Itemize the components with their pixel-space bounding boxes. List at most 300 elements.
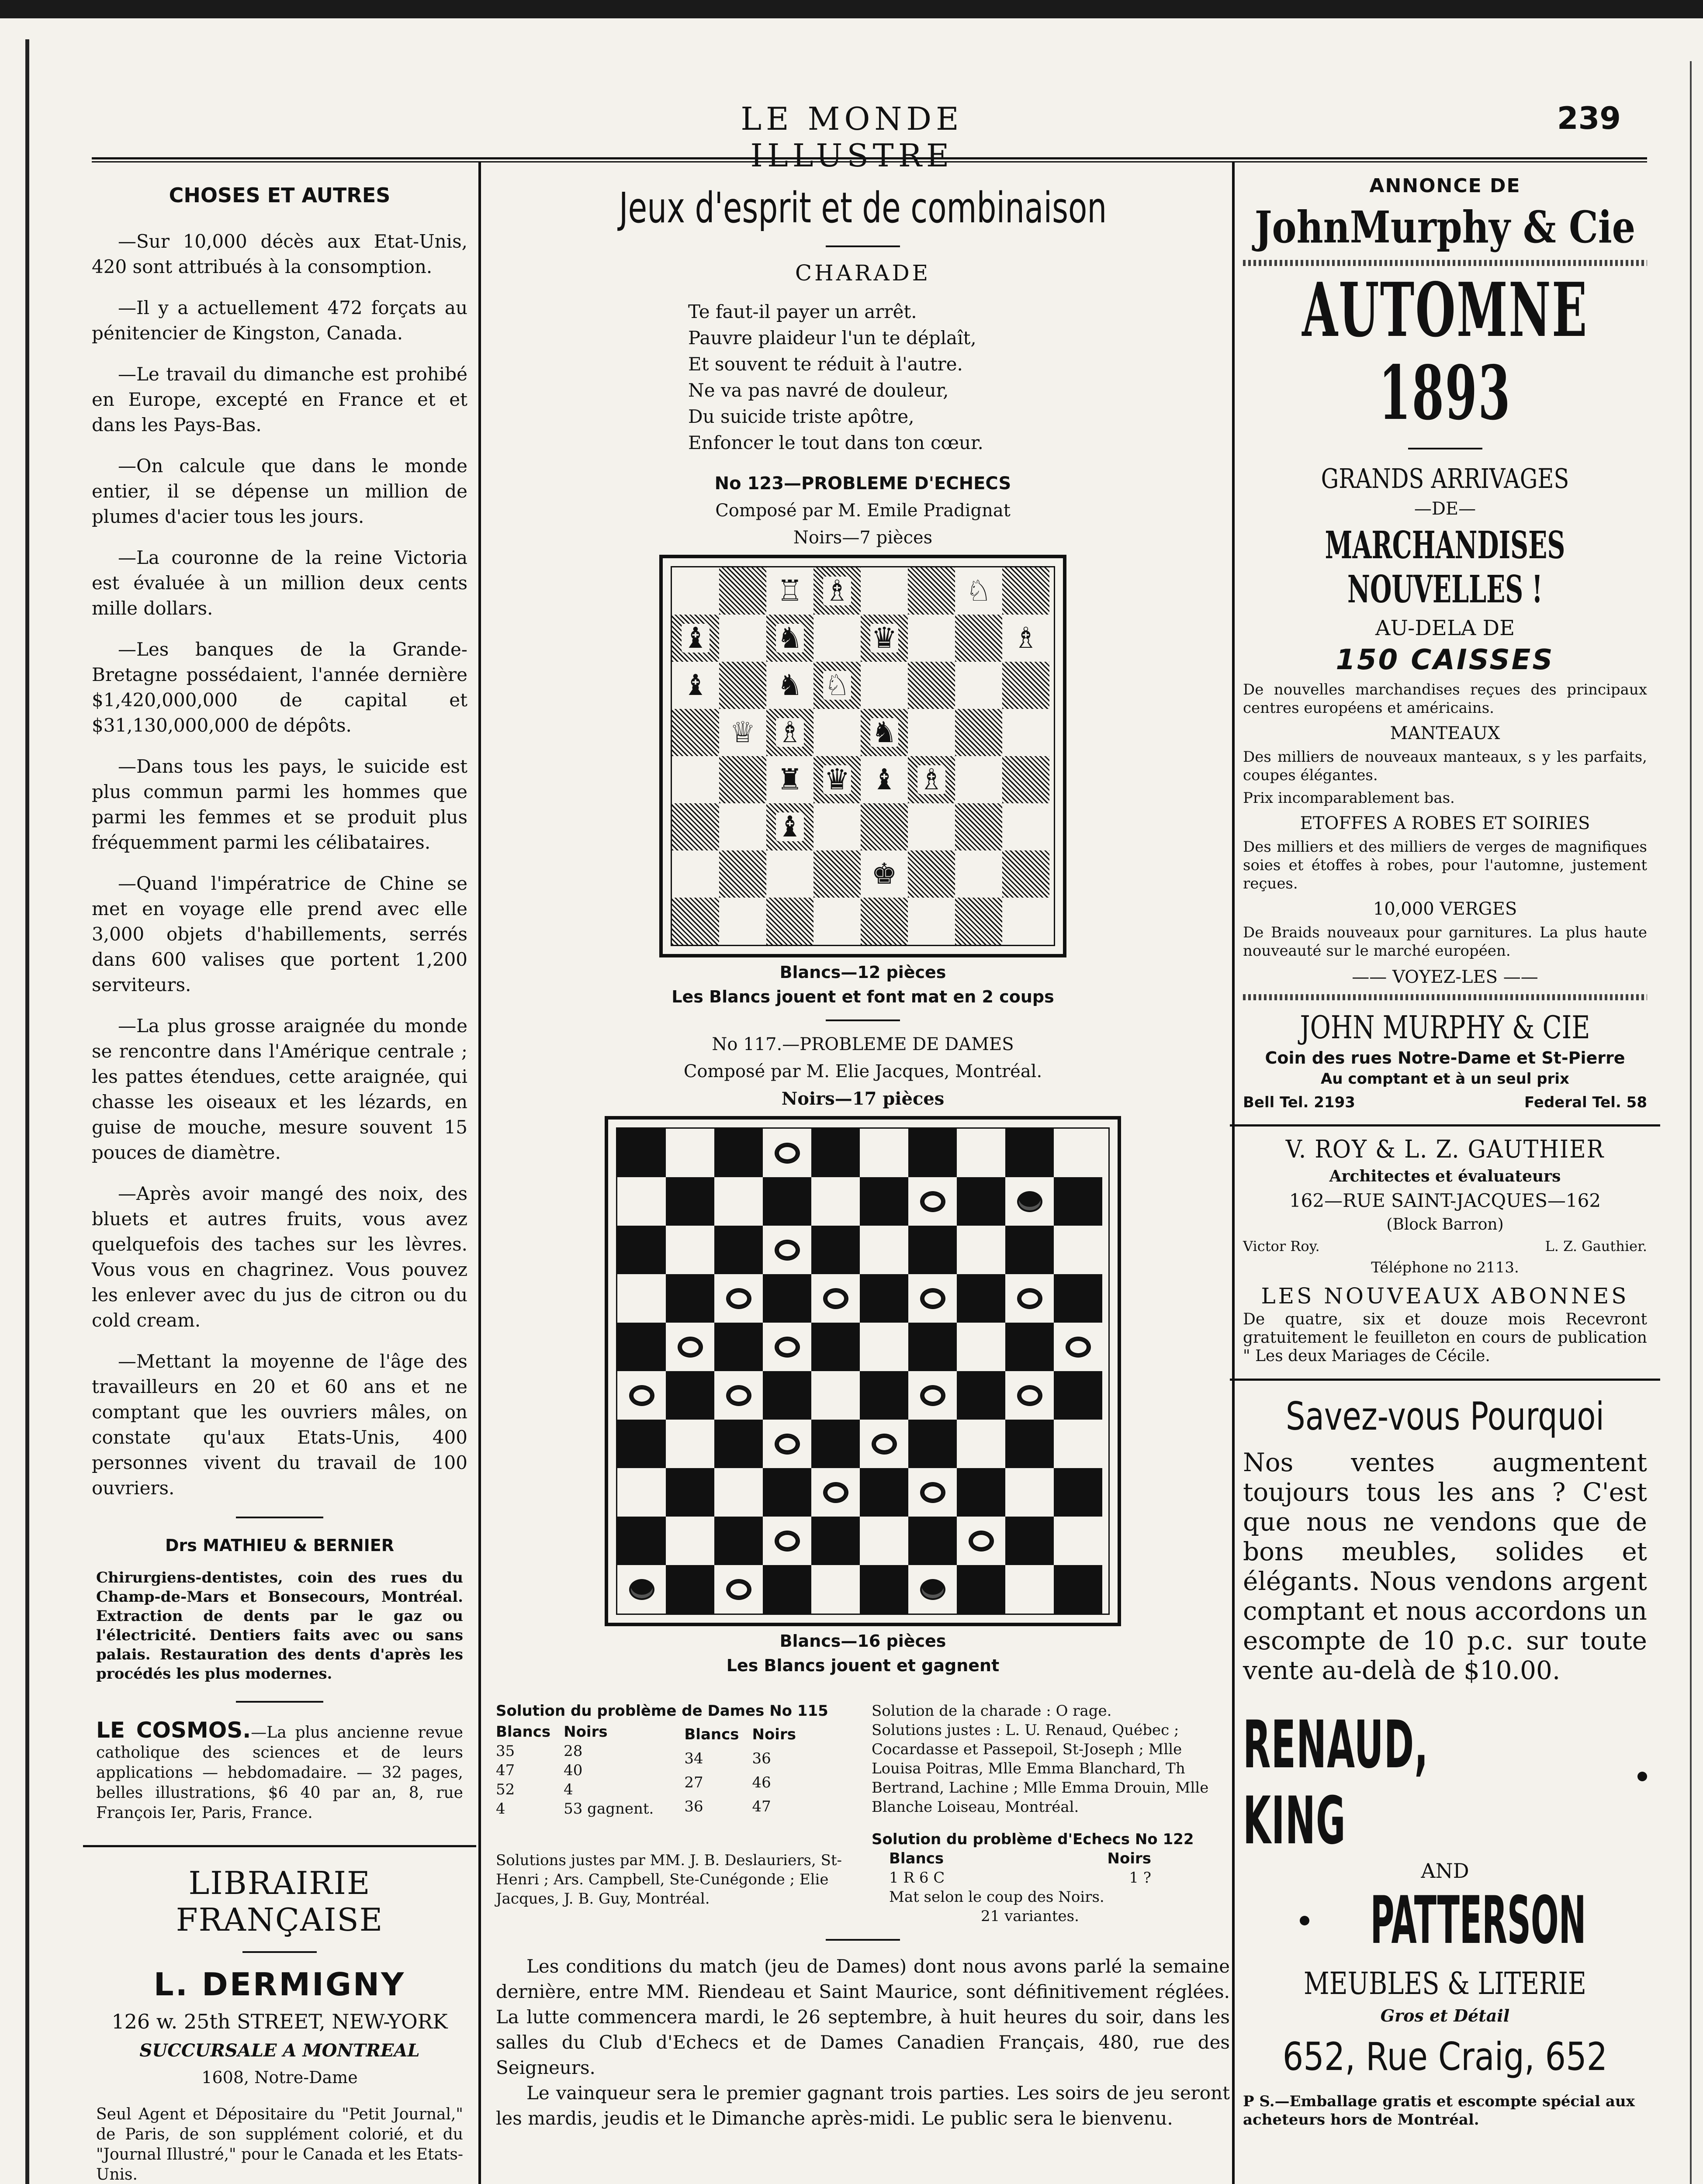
- chess-square: [861, 898, 908, 945]
- bell-phone: Bell Tel. 2193: [1243, 1094, 1355, 1111]
- ad-etoffes-text: Des milliers et des milliers de verges de magnifiques soies et étoffes à robes, pour l'automne, justement reçues.: [1243, 838, 1647, 892]
- dentist-ad-text: Chirurgiens-dentistes, coin des rues du Champ-de-Mars et Bonsecours, Montréal. Extraction de dents par le gaz ou l'électricité. Dentiers faits avec ou sans palais. Restauration des dents d'après les procédés les plus modernes.: [96, 1569, 463, 1683]
- chess-square: [861, 662, 908, 709]
- checkers-square: [1005, 1274, 1054, 1323]
- checkers-square: [811, 1226, 860, 1274]
- chess-piece: ♝: [682, 621, 709, 655]
- chess-square: [908, 662, 955, 709]
- chess-square: [813, 567, 861, 615]
- ad-caisses: 150 CAISSES: [1336, 644, 1554, 676]
- roy-address: 162—RUE SAINT-JACQUES—162: [1289, 1190, 1601, 1211]
- checkers-square: [1054, 1565, 1102, 1614]
- checkers-square: [666, 1226, 714, 1274]
- chess-piece: ♞: [777, 621, 803, 655]
- checkers-instruction: Les Blancs jouent et gagnent: [726, 1656, 1000, 1675]
- chess-square: [719, 756, 766, 803]
- chess-piece: ♛: [824, 763, 850, 796]
- checkers-square: [666, 1177, 714, 1226]
- checkers-square: [617, 1129, 666, 1177]
- ad-john-murphy-footer: JOHN MURPHY & CIE: [1300, 1009, 1590, 1046]
- library-branch-address: 1608, Notre-Dame: [201, 2068, 358, 2087]
- white-checker: [823, 1288, 848, 1309]
- checkers-black-count: Noirs—17 pièces: [781, 1089, 945, 1109]
- checkers-square: [811, 1323, 860, 1371]
- checkers-square: [666, 1323, 714, 1371]
- chess-square: [813, 898, 861, 945]
- checkers-square: [1005, 1420, 1054, 1468]
- chess-square: [955, 709, 1002, 756]
- short-rule: [826, 1939, 900, 1941]
- checkers-square: [1005, 1468, 1054, 1517]
- checkers-square: [617, 1177, 666, 1226]
- chess-square: [766, 615, 813, 662]
- checkers-square: [763, 1226, 811, 1274]
- chess-square: [719, 898, 766, 945]
- chess-square: [1002, 567, 1049, 615]
- chess-square: [861, 756, 908, 803]
- meubles-literie: MEUBLES & LITERIE: [1304, 1966, 1586, 2001]
- chess-black-count: Noirs—7 pièces: [793, 528, 933, 548]
- checkers-square: [1005, 1129, 1054, 1177]
- checkers-square: [666, 1517, 714, 1565]
- chess-square: [719, 803, 766, 850]
- chess-square: [908, 756, 955, 803]
- match-notice-p2: Le vainqueur sera le premier gagnant trois parties. Les soirs de jeu seront les mardis, jeudis et le Dimanche après-midi. Le public sera le bienvenu.: [496, 2082, 1230, 2129]
- chess-square: [766, 898, 813, 945]
- chess-piece: ♞: [871, 715, 897, 749]
- ad-verges: 10,000 VERGES: [1373, 899, 1517, 919]
- ornament-divider: [236, 1701, 323, 1703]
- cosmos-ad: [96, 1717, 463, 1823]
- chess-square: [813, 850, 861, 898]
- dames-solvers: Solutions justes par MM. J. B. Deslauriers, St-Henri ; Ars. Campbell, Ste-Cunégonde ; Elie Jacques, J. B. Guy, Montréal.: [496, 1852, 842, 1908]
- checkers-square: [763, 1371, 811, 1420]
- charade-solution: Solution de la charade : O rage.: [872, 1702, 1112, 1720]
- checkers-square: [617, 1565, 666, 1614]
- chess-square: [672, 567, 719, 615]
- chess-square: [1002, 709, 1049, 756]
- chess-square: [1002, 898, 1049, 945]
- page-right-edge: [1690, 61, 1692, 2184]
- charade-heading: CHARADE: [795, 260, 931, 286]
- checkers-square: [1054, 1468, 1102, 1517]
- checkers-square: [860, 1420, 908, 1468]
- wavy-rule: [1243, 260, 1647, 266]
- white-checker: [726, 1385, 751, 1406]
- chess-square: [1002, 756, 1049, 803]
- wavy-rule: [1243, 994, 1647, 1000]
- checkers-problem-heading: No 117.—PROBLEME DE DAMES: [712, 1034, 1014, 1054]
- chess-piece: ♝: [777, 810, 803, 843]
- checkers-square: [811, 1371, 860, 1420]
- column-divider-2: [1232, 162, 1235, 2184]
- section-heading: CHOSES ET AUTRES: [169, 183, 391, 207]
- white-checker: [726, 1288, 751, 1309]
- checkers-board: [605, 1116, 1121, 1626]
- checkers-square: [957, 1371, 1005, 1420]
- chess-solution-move: 1 R 6 C 1 ?: [889, 1869, 1151, 1887]
- chess-square: [672, 850, 719, 898]
- checkers-square: [763, 1468, 811, 1517]
- savez-vous-title: Savez-vous Pourquoi: [1286, 1394, 1604, 1439]
- checkers-square: [714, 1468, 763, 1517]
- chess-piece: ♗: [824, 574, 850, 608]
- ad-au-dela: AU-DELA DE: [1375, 616, 1515, 640]
- chess-square: [719, 615, 766, 662]
- move-cell: 34: [684, 1749, 703, 1767]
- chess-square: [955, 615, 1002, 662]
- chess-square: [955, 850, 1002, 898]
- checkers-square: [617, 1323, 666, 1371]
- newspaper-title: LE MONDE ILLUSTRE: [741, 100, 963, 174]
- checkers-square: [860, 1129, 908, 1177]
- checkers-square: [1054, 1129, 1102, 1177]
- news-paragraph: —Sur 10,000 décès aux Etat-Unis, 420 sont attribués à la consomption.: [92, 231, 467, 277]
- section-rule: [83, 1845, 476, 1847]
- checkers-square: [666, 1129, 714, 1177]
- roy-names: Victor Roy. L. Z. Gauthier.: [1243, 1238, 1647, 1254]
- chess-square: [813, 615, 861, 662]
- postscript: P S.—Emballage gratis et escompte spécial aux acheteurs hors de Montréal.: [1243, 2093, 1635, 2129]
- chess-piece: ♗: [918, 763, 945, 796]
- ad-announce: ANNONCE DE: [1369, 175, 1521, 197]
- bullet-icon: [1637, 1772, 1647, 1781]
- chess-square: [813, 662, 861, 709]
- chess-square: [955, 567, 1002, 615]
- checkers-square: [1054, 1274, 1102, 1323]
- checkers-square: [860, 1323, 908, 1371]
- checkers-square: [860, 1274, 908, 1323]
- chess-square: [766, 567, 813, 615]
- gros-et-detail: Gros et Détail: [1380, 2006, 1510, 2025]
- white-checker: [1066, 1337, 1091, 1358]
- chess-piece: ♛: [871, 621, 897, 655]
- short-rule: [242, 1951, 317, 1953]
- ad-manteaux-prix: Prix incomparablement bas.: [1243, 789, 1455, 807]
- library-title: LIBRAIRIE FRANÇAISE: [176, 1865, 384, 1938]
- match-notice: [496, 1954, 1230, 2131]
- checkers-square: [860, 1371, 908, 1420]
- chess-square: [719, 709, 766, 756]
- chess-square: [908, 850, 955, 898]
- move-cell: 36: [684, 1797, 703, 1815]
- dames-solution-moves: [496, 1721, 854, 1820]
- news-paragraph: —Quand l'impératrice de Chine se met en voyage elle prend avec elle 3,000 objets d'habillements, serrés dans 600 valises que portent 1,200 serviteurs.: [92, 873, 467, 995]
- news-paragraph: —Dans tous les pays, le suicide est plus commun parmi les hommes que parmi les femmes et se produit plus fréquemment parmi les célibataires.: [92, 756, 467, 853]
- checkers-square: [811, 1129, 860, 1177]
- chess-square: [672, 803, 719, 850]
- column-choses-et-autres: [92, 175, 467, 2184]
- chess-square: [1002, 803, 1049, 850]
- white-checker: [775, 1143, 800, 1164]
- checkers-square: [1005, 1371, 1054, 1420]
- page-number: 239: [1557, 100, 1621, 136]
- checkers-square: [1054, 1177, 1102, 1226]
- bullet-icon: [1300, 1916, 1309, 1925]
- checkers-square: [1005, 1323, 1054, 1371]
- nouveaux-abonnes-heading: LES NOUVEAUX ABONNES: [1261, 1283, 1629, 1309]
- roy-block: (Block Barron): [1386, 1216, 1504, 1234]
- library-owner: L. DERMIGNY: [153, 1966, 406, 2003]
- ad-coin-rues: Coin des rues Notre-Dame et St-Pierre: [1265, 1048, 1625, 1068]
- ad-brand-john-murphy: JohnMurphy & Cie: [1254, 201, 1636, 253]
- chess-square: [861, 850, 908, 898]
- ad-manteaux-text: Des milliers de nouveaux manteaux, s y les parfaits, coupes élégantes.: [1243, 748, 1647, 784]
- section-rule: [1230, 1124, 1660, 1127]
- move-row: [684, 1746, 809, 1770]
- checkers-square: [666, 1274, 714, 1323]
- white-checker: [726, 1579, 751, 1600]
- checkers-square: [763, 1177, 811, 1226]
- checkers-square: [860, 1226, 908, 1274]
- checkers-square: [666, 1371, 714, 1420]
- chess-square: [861, 615, 908, 662]
- move-row: [496, 1742, 667, 1761]
- checkers-square: [957, 1226, 1005, 1274]
- white-checker: [920, 1191, 945, 1212]
- checkers-square: [617, 1274, 666, 1323]
- move-cell: 40: [564, 1762, 583, 1779]
- checkers-square: [1054, 1323, 1102, 1371]
- page-header: [0, 100, 1703, 174]
- checkers-square: [908, 1371, 957, 1420]
- move-cell: 53 gagnent.: [564, 1800, 654, 1818]
- chess-square: [861, 567, 908, 615]
- move-cell: 47: [752, 1797, 771, 1815]
- federal-phone: Federal Tel. 58: [1524, 1094, 1647, 1111]
- white-checker: [1017, 1385, 1042, 1406]
- chess-white-count: Blancs—12 pièces: [779, 963, 946, 982]
- move-cell: 4: [564, 1781, 573, 1798]
- chess-piece: ♝: [871, 763, 897, 796]
- white-checker: [823, 1482, 848, 1503]
- ad-manteaux-heading: MANTEAUX: [1390, 723, 1500, 743]
- checkers-square: [908, 1565, 957, 1614]
- checkers-square: [908, 1274, 957, 1323]
- renaud-king-row: [1243, 1694, 1647, 1859]
- move-cell: 35: [496, 1742, 515, 1760]
- top-border: [0, 0, 1703, 18]
- chess-square: [1002, 850, 1049, 898]
- chess-square: [908, 803, 955, 850]
- chess-square: [813, 709, 861, 756]
- roy-telephone: Téléphone no 2113.: [1371, 1259, 1519, 1276]
- renaud-king: RENAUD, KING: [1243, 1707, 1429, 1859]
- solutions-left: [496, 1701, 854, 1926]
- checkers-square: [860, 1517, 908, 1565]
- chess-square: [861, 803, 908, 850]
- chess-square: [1002, 662, 1049, 709]
- checkers-square: [617, 1226, 666, 1274]
- checkers-square: [811, 1420, 860, 1468]
- checkers-square: [811, 1177, 860, 1226]
- checkers-square: [666, 1468, 714, 1517]
- move-cell: 47: [496, 1762, 515, 1779]
- patterson-row: [1243, 1883, 1647, 1959]
- move-cell: 36: [752, 1749, 771, 1767]
- header-rule: [92, 157, 1647, 162]
- checkers-square: [1054, 1226, 1102, 1274]
- ad-marchandises: MARCHANDISES NOUVELLES !: [1325, 523, 1565, 612]
- checkers-square: [763, 1517, 811, 1565]
- charade-poem: [688, 299, 1038, 456]
- checkers-square: [714, 1177, 763, 1226]
- cosmos-name: LE COSMOS.: [96, 1717, 251, 1743]
- savez-vous-text: Nos ventes augmentent toujours tous les ans ? C'est que nous ne vendons que de bons meubles, solides et élégants. Nous vendons argent comptant et nous accordons un escompte de 10 p.c. sur toute vente au-delà de $10.00.: [1243, 1448, 1647, 1685]
- move-row: [496, 1799, 667, 1818]
- white-checker: [969, 1531, 994, 1552]
- poem-line: Enfoncer le tout dans ton cœur.: [688, 432, 983, 453]
- cosmos-text: —La plus ancienne revue catholique des sciences et de leurs applications — hebdomadaire. — 32 pages, belles illustrations, $6 40 par an, 8, rue François Ier, Paris, France.: [96, 1724, 463, 1822]
- checkers-square: [1054, 1371, 1102, 1420]
- short-rule: [1408, 448, 1482, 449]
- checkers-square: [617, 1468, 666, 1517]
- library-paragraph: Seul Agent et Dépositaire du "Petit Journal," de Paris, de son supplément colorié, et du "Journal Illustré," pour le Canada et les Etats-Unis.: [96, 2105, 463, 2184]
- chess-piece: ♖: [777, 574, 803, 608]
- checkers-square: [860, 1468, 908, 1517]
- checkers-square: [811, 1517, 860, 1565]
- white-checker: [1017, 1288, 1042, 1309]
- checkers-square: [714, 1517, 763, 1565]
- checkers-square: [908, 1177, 957, 1226]
- white-checker: [775, 1337, 800, 1358]
- chess-square: [719, 567, 766, 615]
- chess-problem-heading: No 123—PROBLEME D'ECHECS: [714, 473, 1011, 494]
- move-cell: 52: [496, 1781, 515, 1798]
- solutions-right: [872, 1701, 1230, 1926]
- roy-subtitle: Architectes et évaluateurs: [1329, 1167, 1561, 1185]
- poem-line: Te faut-il payer un arrêt.: [688, 301, 917, 322]
- checkers-square: [860, 1565, 908, 1614]
- chess-solution-variants: 21 variantes.: [981, 1908, 1079, 1925]
- checkers-square: [714, 1565, 763, 1614]
- ad-voyez: —— VOYEZ-LES ——: [1352, 967, 1538, 987]
- move-row: [684, 1794, 809, 1818]
- chess-square: [672, 709, 719, 756]
- section-rule: [1230, 1379, 1660, 1381]
- chess-piece: ♞: [777, 668, 803, 702]
- chess-solution-heading: Solution du problème d'Echecs No 122: [872, 1831, 1194, 1848]
- chess-square: [1002, 615, 1049, 662]
- ad-comptant: Au comptant et à un seul prix: [1321, 1070, 1569, 1088]
- chess-square: [908, 567, 955, 615]
- chess-square: [766, 756, 813, 803]
- checkers-square: [957, 1129, 1005, 1177]
- chess-square: [908, 615, 955, 662]
- news-paragraph: —Mettant la moyenne de l'âge des travailleurs en 20 et 60 ans et ne comptant que les ouvriers mâles, on constate qu'aux Etats-Unis, 400 personnes vivent du travail de 100 ouvriers.: [92, 1351, 467, 1499]
- checkers-square: [714, 1226, 763, 1274]
- chess-piece: ♜: [777, 763, 803, 796]
- news-items: [92, 229, 467, 1501]
- ad-de: —DE—: [1414, 499, 1476, 519]
- news-paragraph: —Le travail du dimanche est prohibé en Europe, excepté en France et et dans les Pays-Bas.: [92, 363, 467, 435]
- checkers-square: [763, 1323, 811, 1371]
- chess-instruction: Les Blancs jouent et font mat en 2 coups: [672, 987, 1054, 1006]
- page-binding-edge: [25, 39, 29, 2184]
- column-jeux: [496, 175, 1230, 2131]
- checkers-square: [908, 1129, 957, 1177]
- checkers-square: [860, 1177, 908, 1226]
- chess-square: [766, 709, 813, 756]
- library-address: 126 w. 25th STREET, NEW-YORK: [111, 2010, 448, 2033]
- checkers-square: [957, 1323, 1005, 1371]
- checkers-square: [714, 1323, 763, 1371]
- rue-craig-address: 652, Rue Craig, 652: [1282, 2034, 1608, 2079]
- move-cell: 46: [752, 1773, 771, 1791]
- checkers-square: [714, 1420, 763, 1468]
- chess-piece: ♗: [777, 715, 803, 749]
- move-cell: 28: [564, 1742, 583, 1760]
- chess-grid: [671, 566, 1055, 946]
- nouveaux-abonnes-text: De quatre, six et douze mois Recevront gratuitement le feuilleton en cours de publication " Les deux Mariages de Cécile.: [1243, 1310, 1647, 1365]
- white-checker: [629, 1385, 654, 1406]
- ornament-divider: [236, 1517, 323, 1518]
- solutions-block: [496, 1701, 1230, 1926]
- checkers-square: [763, 1565, 811, 1614]
- checkers-square: [811, 1274, 860, 1323]
- checkers-square: [666, 1565, 714, 1614]
- white-checker: [920, 1288, 945, 1309]
- white-checker: [920, 1385, 945, 1406]
- poem-line: Pauvre plaideur l'un te déplaît,: [688, 327, 976, 349]
- checkers-square: [1005, 1226, 1054, 1274]
- checkers-square: [1054, 1517, 1102, 1565]
- news-paragraph: —La couronne de la reine Victoria est évaluée à un million deux cents mille dollars.: [92, 547, 467, 619]
- black-checker: [629, 1579, 654, 1600]
- chess-square: [672, 662, 719, 709]
- chess-author: Composé par M. Emile Pradignat: [715, 501, 1011, 521]
- chess-square: [813, 803, 861, 850]
- chess-square: [955, 803, 1002, 850]
- chess-square: [908, 898, 955, 945]
- dentist-ad-title: Drs MATHIEU & BERNIER: [165, 1536, 395, 1555]
- chess-square: [719, 662, 766, 709]
- checkers-square: [763, 1420, 811, 1468]
- poem-line: Et souvent te réduit à l'autre.: [688, 353, 963, 375]
- news-paragraph: —Il y a actuellement 472 forçats au pénitencier de Kingston, Canada.: [92, 297, 467, 344]
- checkers-square: [1005, 1177, 1054, 1226]
- checkers-square: [908, 1517, 957, 1565]
- white-checker: [872, 1434, 897, 1455]
- chess-square: [861, 709, 908, 756]
- move-row: [496, 1780, 667, 1799]
- news-paragraph: —Les banques de la Grande-Bretagne possédaient, l'année dernière $1,420,000,000 de capital et $31,130,000,000 de dépôts.: [92, 639, 467, 736]
- checkers-square: [957, 1468, 1005, 1517]
- white-checker: [775, 1531, 800, 1552]
- checkers-square: [908, 1323, 957, 1371]
- charade-solvers: Solutions justes : L. U. Renaud, Québec ; Cocardasse et Passepoil, St-Joseph ; Mlle Louisa Poitras, Mlle Emma Blanchard, Th Bertrand, Lachine ; Mlle Emma Drouin, Mlle Blanche Loiseau, Montréal.: [872, 1721, 1209, 1816]
- poem-line: Du suicide triste apôtre,: [688, 406, 914, 427]
- games-title: Jeux d'esprit et de combinaison: [619, 183, 1107, 232]
- checkers-square: [1054, 1420, 1102, 1468]
- checkers-square: [1005, 1565, 1054, 1614]
- checkers-square: [908, 1468, 957, 1517]
- checkers-square: [763, 1129, 811, 1177]
- chess-board: [659, 555, 1066, 957]
- checkers-square: [714, 1274, 763, 1323]
- checkers-square: [908, 1226, 957, 1274]
- ad-braids: De Braids nouveaux pour garnitures. La plus haute nouveauté sur le marché européen.: [1243, 924, 1647, 960]
- checkers-square: [957, 1177, 1005, 1226]
- match-notice-p1: Les conditions du match (jeu de Dames) dont nous avons parlé la semaine dernière, entre MM. Riendeau et Saint Maurice, sont définitivement réglées. La lutte commencera mardi, le 26 septembre, à huit heures du soir, dans les salles du Club d'Echecs et de Dames Canadien Français, 480, rue des Seigneurs.: [496, 1956, 1230, 2078]
- move-cell: 27: [684, 1773, 703, 1791]
- checkers-author: Composé par M. Elie Jacques, Montréal.: [683, 1061, 1042, 1082]
- checkers-square: [714, 1129, 763, 1177]
- moves-table-right: Blancs Noirs 34 36 27 46 36 47: [684, 1722, 809, 1818]
- poem-line: Ne va pas navré de douleur,: [688, 380, 949, 401]
- news-paragraph: —Après avoir mangé des noix, des bluets et autres fruits, vous avez quelquefois des taches sur les lèvres. Vous vous en chagrinez. Vous pouvez les enlever avec du jus de citron ou du cold cream.: [92, 1183, 467, 1331]
- checkers-square: [957, 1274, 1005, 1323]
